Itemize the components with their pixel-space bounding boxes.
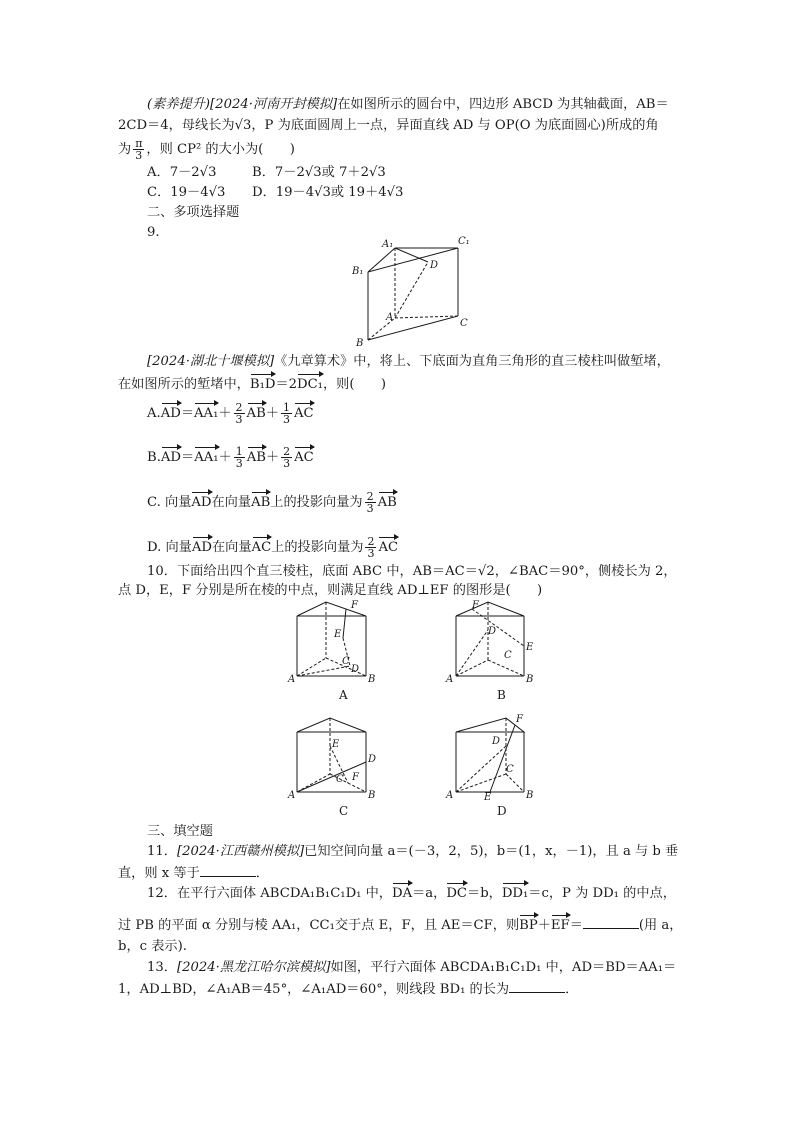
q8-line3: 为 $\frac{\pi}{3}$ ，则 CP² 的大小为( ) — [118, 137, 295, 162]
q9-line1: [2024·湖北十堰模拟]《九章算术》中，将上、下底面为直角三角形的直三棱柱叫做堑堵， — [147, 354, 670, 369]
svg-text:B: B — [368, 790, 376, 801]
svg-text:C: C — [506, 764, 514, 775]
svg-text:E: E — [332, 739, 340, 750]
q8-options-row1 — [147, 164, 386, 182]
q9-label-b1: B₁ — [352, 266, 364, 277]
svg-text:D: D — [351, 664, 360, 675]
svg-text:F: F — [516, 714, 523, 725]
svg-text:F: F — [472, 600, 479, 611]
q9-label-d: D — [430, 260, 439, 271]
svg-text:D: D — [488, 626, 497, 637]
svg-text:F: F — [351, 600, 358, 611]
q13-line1: 13．[2024·黑龙江哈尔滨模拟]如图，平行六面体 ABCDA₁B₁C₁D₁ 中，AD＝BD＝AA₁＝ — [147, 960, 677, 975]
svg-text:D: D — [368, 754, 377, 765]
svg-text:B: B — [526, 790, 534, 801]
q10-figure-c[interactable] — [288, 714, 383, 802]
q8-source: (素养提升)[2024·河南开封模拟] — [147, 97, 338, 112]
q11-line2: 直，则 x 等于 ． — [118, 866, 269, 881]
svg-text:A: A — [446, 790, 454, 801]
q10-caption-a: A — [339, 688, 348, 702]
q10-caption-d: D — [497, 804, 507, 818]
q8-fraction: $\frac{\pi}{3}$ — [135, 137, 143, 162]
q9-figure — [350, 236, 480, 350]
q9-line2: 在如图所示的堑堵中，B₁D＝2DC₁，则( ) — [118, 377, 387, 392]
q8-option-c[interactable]: C．19－4√3 — [147, 185, 226, 200]
q12-answer-blank[interactable] — [583, 916, 639, 929]
svg-text:B: B — [368, 674, 376, 685]
q9-number: 9. — [147, 225, 160, 240]
q9-label-b: B — [356, 338, 364, 349]
svg-text:A: A — [288, 790, 296, 801]
q10-caption-c: C — [339, 804, 349, 818]
q9-option-b[interactable]: B.AD＝AA₁＋ $\frac{1}{3}$ AB＋ $\frac{2}{3}$ AC — [147, 445, 314, 470]
q8-line2: 2CD＝4，母线长为√3，P 为底面圆周上一点，异面直线 AD 与 OP(O 为底面圆心)所成的角 — [118, 118, 659, 133]
svg-text:C: C — [342, 656, 350, 667]
q12-line2: 过 PB 的平面 α 分别与棱 AA₁，CC₁交于点 E，F，且 AE＝CF，则BP＋EF＝ (用 a， — [118, 918, 683, 933]
q12-line1: 12．在平行六面体 ABCDA₁B₁C₁D₁ 中，DA＝a，DC＝b，DD₁＝c，P 为 DD₁ 的中点， — [147, 886, 676, 901]
q13-line2: 1，AD⊥BD，∠A₁AB＝45°，∠A₁AD＝60°，则线段 BD₁ 的长为 ． — [118, 982, 579, 997]
svg-text:C: C — [336, 774, 344, 785]
q10-caption-b: B — [497, 688, 506, 702]
section-3-title: 三、填空题 — [147, 824, 213, 839]
q13-source: [2024·黑龙江哈尔滨模拟] — [176, 960, 331, 975]
q10-line1: 10．下面给出四个直三棱柱，底面 ABC 中，AB＝AC＝√2，∠BAC＝90°，侧棱长为 2， — [147, 564, 677, 579]
q10-figure-b[interactable] — [446, 598, 541, 686]
svg-text:E: E — [484, 792, 492, 803]
q13-answer-blank[interactable] — [509, 980, 565, 993]
q10-figure-d[interactable] — [446, 714, 541, 802]
q9-option-c[interactable]: C. 向量AD在向量AB上的投影向量为 $\frac{2}{3}$ AB — [147, 490, 397, 515]
q12-line3: b，c 表示). — [118, 939, 187, 954]
q11-source: [2024·江西赣州模拟] — [176, 844, 305, 859]
q9-option-a[interactable]: A.AD＝AA₁＋ $\frac{2}{3}$ AB＋ $\frac{1}{3}$ AC — [147, 401, 314, 426]
q8-options-row2 — [147, 184, 403, 202]
q8-option-b[interactable]: B．7－2√3或 7＋2√3 — [252, 165, 386, 180]
q10-line2: 点 D，E，F 分别是所在棱的中点，则满足直线 AD⊥EF 的图形是( ) — [118, 583, 543, 598]
q8-line1: (素养提升)[2024·河南开封模拟]在如图所示的圆台中，四边形 ABCD 为其轴截面，AB＝ — [147, 97, 669, 112]
q9-label-c1: C₁ — [458, 236, 470, 247]
q9-label-c: C — [460, 318, 468, 329]
svg-text:C: C — [504, 650, 512, 661]
q9-source: [2024·湖北十堰模拟] — [147, 354, 275, 369]
q10-figure-a[interactable] — [288, 598, 383, 686]
q9-label-a: A — [386, 312, 394, 323]
section-2-title: 二、多项选择题 — [147, 205, 240, 220]
svg-text:D: D — [492, 736, 501, 747]
q9-label-a1: A₁ — [382, 239, 394, 250]
svg-text:A: A — [446, 674, 454, 685]
svg-text:B: B — [526, 674, 534, 685]
svg-text:F: F — [352, 772, 359, 783]
q9-option-d[interactable]: D. 向量AD在向量AC上的投影向量为 $\frac{2}{3}$ AC — [147, 535, 399, 560]
q11-answer-blank[interactable] — [200, 864, 256, 877]
svg-text:A: A — [288, 674, 296, 685]
q8-option-a[interactable]: A．7－2√3 — [147, 165, 217, 180]
q8-option-d[interactable]: D．19－4√3或 19＋4√3 — [252, 185, 404, 200]
svg-text:E: E — [526, 642, 534, 653]
svg-text:E: E — [334, 629, 342, 640]
q11-line1: 11．[2024·江西赣州模拟]已知空间向量 a＝(－3，2，5)，b＝(1，x，－1)，且 a 与 b 垂 — [147, 844, 679, 859]
